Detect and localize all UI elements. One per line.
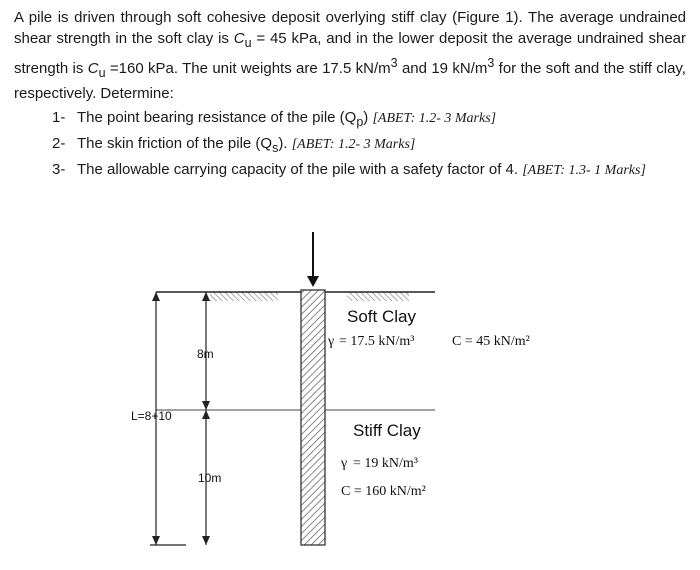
task-close: ).	[278, 135, 288, 152]
task-abet-ref: [ABET: 1.2- 3 Marks]	[291, 137, 416, 152]
soft-thickness-label: 8m	[197, 347, 214, 361]
stiff-clay-name: Stiff Clay	[353, 421, 421, 440]
problem-text-5: for the soft and the stiff clay, respectively. Determine:	[14, 60, 686, 102]
superscript-3: 3	[487, 56, 495, 70]
stiff-thickness-label: 10m	[198, 471, 222, 485]
task-abet-ref: [ABET: 1.2- 3 Marks]	[372, 111, 497, 126]
cu-symbol: C	[87, 60, 99, 77]
load-arrow	[307, 232, 319, 287]
ground-surface	[156, 292, 435, 301]
problem-text-4: and 19 kN/m	[397, 60, 488, 77]
task-close: )	[363, 109, 369, 126]
task-subscript: s	[272, 141, 279, 155]
superscript-3: 3	[390, 56, 398, 70]
stiff-clay-c: C = 160 kN/m²	[341, 484, 426, 499]
task-text: The allowable carrying capacity of the pile with a safety factor of 4.	[77, 161, 519, 178]
cu-symbol: C	[233, 29, 245, 47]
pile	[301, 290, 325, 545]
task-text: The point bearing resistance of the pile (Q	[77, 109, 357, 126]
task-number: 1-	[52, 109, 66, 126]
soft-clay-gamma: = 17.5 kN/m³	[339, 334, 415, 349]
task-text: The skin friction of the pile (Q	[77, 135, 273, 152]
problem-text-3: =160 kPa. The unit weights are 17.5 kN/m	[105, 60, 391, 77]
cu-subscript: u	[98, 66, 106, 80]
soft-clay-gamma-symbol: γ	[328, 334, 335, 349]
task-number: 3-	[52, 161, 66, 178]
cu-subscript: u	[244, 35, 252, 50]
task-number: 2-	[52, 135, 66, 152]
task-abet-ref: [ABET: 1.3- 1 Marks]	[522, 163, 646, 178]
soft-clay-name: Soft Clay	[347, 307, 416, 326]
total-length-label: L=8+10	[131, 409, 172, 423]
soft-clay-c: C = 45 kN/m²	[452, 334, 530, 349]
problem-text-2: = 45 kPa, and in the lower deposit the average undrained shear strength is	[14, 29, 686, 77]
task-subscript: p	[356, 115, 364, 129]
problem-text-1: A pile is driven through soft cohesive deposit overlying stiff clay (Figure 1). The average undrained shear strength in the soft clay is	[14, 9, 686, 47]
stiff-clay-gamma-symbol: γ	[341, 456, 348, 471]
stiff-clay-gamma: = 19 kN/m³	[353, 456, 418, 471]
